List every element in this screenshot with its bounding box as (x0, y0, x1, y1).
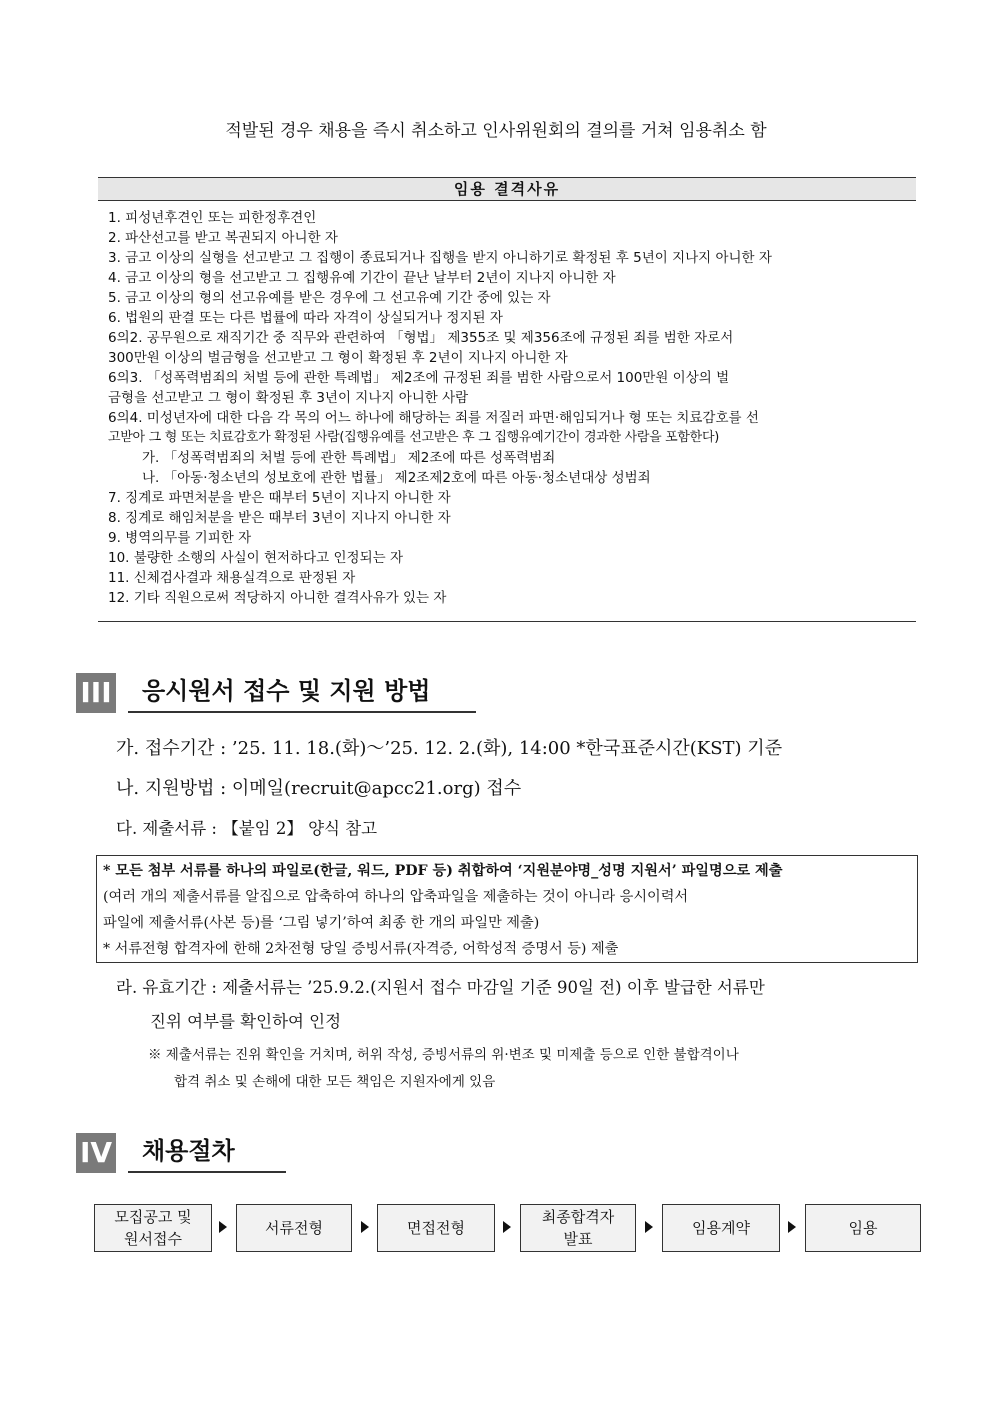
list-item: 고받아 그 형 또는 치료감호가 확정된 사람(집행유예를 선고받은 후 그 집행유예기간이 경과한 사람을 포함한다) (108, 430, 719, 445)
arrow-right-icon (503, 1221, 511, 1233)
list-item: 7. 징계로 파면처분을 받은 때부터 5년이 지나지 아니한 자 (108, 490, 451, 506)
process-step (94, 1204, 212, 1252)
list-item: 12. 기타 직원으로써 적당하지 아니한 결격사유가 있는 자 (108, 590, 447, 606)
application-method: 나. 지원방법 : 이메일(recruit@apcc21.org) 접수 (116, 778, 522, 799)
arrow-right-icon (219, 1221, 227, 1233)
process-step (520, 1204, 636, 1252)
list-item: 6. 법원의 판결 또는 다른 법률에 따라 자격이 상실되거나 정지된 자 (108, 310, 503, 326)
section-heading (128, 1131, 286, 1173)
notice-line: * 서류전형 합격자에 한해 2차전형 당일 증빙서류(자격증, 어학성적 증명서 등) 제출 (103, 941, 619, 957)
step-label: 임용계약 (692, 1219, 750, 1237)
arrow-right-icon (645, 1221, 653, 1233)
application-period: 가. 접수기간 : ’25. 11. 18.(화)～’25. 12. 2.(화), 14:00 *한국표준시간(KST) 기준 (116, 738, 783, 759)
notice-line: 파일에 제출서류(사본 등)를 ‘그림 넣기’하여 최종 한 개의 파일만 제출) (103, 915, 540, 931)
list-item: 가. 「성폭력범죄의 처벌 등에 관한 특례법」 제2조에 따른 성폭력범죄 (142, 450, 556, 466)
process-step (377, 1204, 495, 1252)
list-item: 4. 금고 이상의 형을 선고받고 그 집행유예 기간이 끝난 날부터 2년이 지나지 아니한 자 (108, 270, 616, 286)
step-label: 서류전형 (265, 1219, 323, 1237)
section-title: 채용절차 (142, 1137, 235, 1165)
step-label: 모집공고 및 (114, 1208, 192, 1226)
step-label: 임용 (848, 1219, 878, 1237)
intro-text: 적발된 경우 채용을 즉시 취소하고 인사위원회의 결의를 거쳐 임용취소 함 (225, 121, 767, 141)
list-item: 6의4. 미성년자에 대한 다음 각 목의 어느 하나에 해당하는 죄를 저질러 파면·해임되거나 형 또는 치료감호를 선 (108, 410, 759, 426)
section-number: III (76, 673, 116, 713)
arrow-right-icon (361, 1221, 369, 1233)
step-label: 최종합격자 (541, 1208, 615, 1226)
required-documents: 다. 제출서류 : 【붙임 2】 양식 참고 (116, 819, 378, 838)
list-item: 3. 금고 이상의 실형을 선고받고 그 집행이 종료되거나 집행을 받지 아니하기로 확정된 후 5년이 지나지 아니한 자 (108, 250, 772, 266)
list-item: 8. 징계로 해임처분을 받은 때부터 3년이 지나지 아니한 자 (108, 510, 451, 526)
disqualification-table (98, 177, 916, 622)
arrow-right-icon (788, 1221, 796, 1233)
process-step (662, 1204, 780, 1252)
validity-period-cont: 진위 여부를 확인하여 인정 (150, 1012, 342, 1031)
section-number: IV (76, 1133, 116, 1173)
list-item: 2. 파산선고를 받고 복권되지 아니한 자 (108, 230, 338, 246)
warning-note-cont: 합격 취소 및 손해에 대한 모든 책임은 지원자에게 있음 (174, 1074, 496, 1090)
list-item: 9. 병역의무를 기피한 자 (108, 530, 252, 546)
disqualification-list (108, 208, 908, 608)
step-label: 발표 (563, 1230, 593, 1248)
notice-line: * 모든 첨부 서류를 하나의 파일로(한글, 워드, PDF 등) 취합하여 ‘지원분야명_성명 지원서’ 파일명으로 제출 (103, 863, 783, 879)
list-item: 5. 금고 이상의 형의 선고유예를 받은 경우에 그 선고유예 기간 중에 있는 자 (108, 290, 551, 306)
list-item: 금형을 선고받고 그 형이 확정된 후 3년이 지나지 아니한 사람 (108, 390, 469, 406)
process-step (805, 1204, 921, 1252)
list-item: 6의2. 공무원으로 재직기간 중 직무와 관련하여 「형법」 제355조 및 제356조에 규정된 죄를 범한 자로서 (108, 330, 734, 346)
table-header: 임용 결격사유 (98, 178, 916, 201)
notice-box (96, 855, 918, 963)
notice-line: (여러 개의 제출서류를 알집으로 압축하여 하나의 압축파일을 제출하는 것이 아니라 응시이력서 (103, 889, 689, 905)
section-heading (128, 671, 476, 713)
list-item: 나. 「아동·청소년의 성보호에 관한 법률」 제2조제2호에 따른 아동·청소년대상 성범죄 (142, 470, 651, 486)
warning-note: ※ 제출서류는 진위 확인을 거치며, 허위 작성, 증빙서류의 위·변조 및 미제출 등으로 인한 불합격이나 (148, 1047, 739, 1063)
list-item: 300만원 이상의 벌금형을 선고받고 그 형이 확정된 후 2년이 지나지 아니한 자 (108, 350, 568, 366)
list-item: 10. 불량한 소행의 사실이 현저하다고 인정되는 자 (108, 550, 403, 566)
validity-period: 라. 유효기간 : 제출서류는 ’25.9.2.(지원서 접수 마감일 기준 90일 전) 이후 발급한 서류만 (116, 978, 765, 997)
step-label: 면접전형 (407, 1219, 465, 1237)
step-label: 원서접수 (124, 1230, 182, 1248)
list-item: 11. 신체검사결과 채용실격으로 판정된 자 (108, 570, 356, 586)
process-step (236, 1204, 352, 1252)
list-item: 1. 피성년후견인 또는 피한정후견인 (108, 210, 317, 226)
section-title: 응시원서 접수 및 지원 방법 (142, 677, 431, 705)
list-item: 6의3. 「성폭력범죄의 처벌 등에 관한 특례법」 제2조에 규정된 죄를 범한 사람으로서 100만원 이상의 벌 (108, 370, 730, 386)
